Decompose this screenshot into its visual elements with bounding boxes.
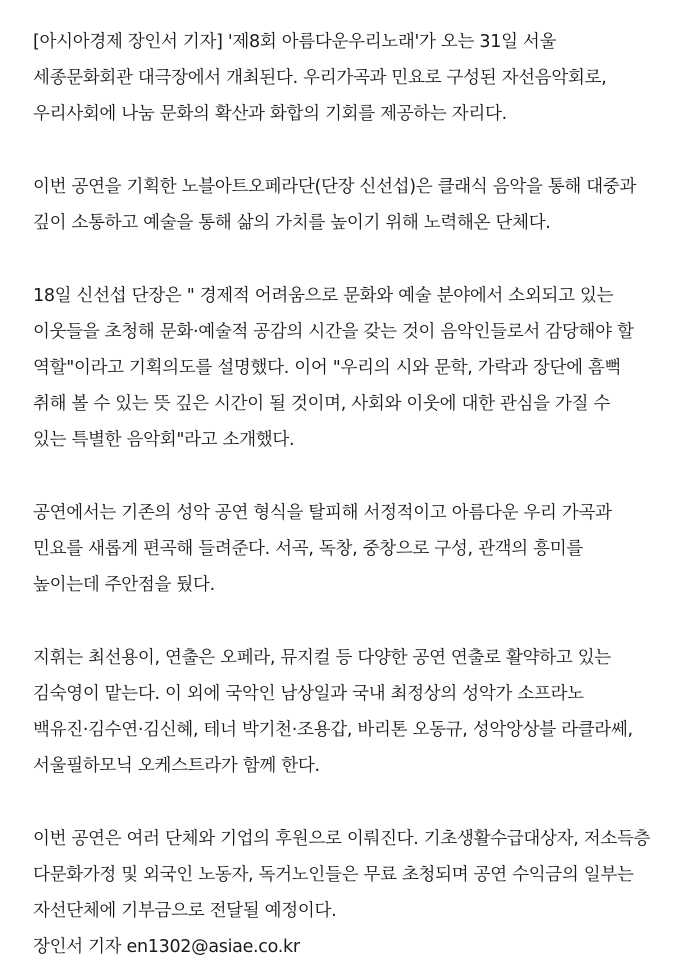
paragraph-3: [33, 282, 693, 462]
text-line: 우리사회에 나눔 문화의 확산과 화합의 기회를 제공하는 자리다.: [33, 104, 507, 124]
paragraph-gap: [33, 136, 693, 173]
text-line: 이웃들을 초청해 문화·예술적 공감의 시간을 갖는 것이 음악인들로서 감당해야 할: [33, 322, 634, 342]
paragraph-gap: [33, 788, 693, 825]
text-line: 세종문화회관 대극장에서 개최된다. 우리가곡과 민요로 구성된 자선음악회로,: [33, 68, 607, 88]
text-line: 백유진·김수연·김신혜, 테너 박기천·조용갑, 바리톤 오동규, 성악앙상블 라클라쎄,: [33, 720, 633, 740]
text-line: 이번 공연을 기획한 노블아트오페라단(단장 신선섭)은 클래식 음악을 통해 대중과: [33, 177, 637, 197]
paragraph-6: [33, 825, 693, 933]
text-line: 있는 특별한 음악회"라고 소개했다.: [33, 430, 295, 450]
text-line: [아시아경제 장인서 기자] '제8회 아름다운우리노래'가 오는 31일 서울: [33, 32, 557, 52]
text-line: 깊이 소통하고 예술을 통해 삶의 가치를 높이기 위해 노력해온 단체다.: [33, 213, 551, 233]
paragraph-gap: [33, 607, 693, 644]
text-line: 서울필하모닉 오케스트라가 함께 한다.: [33, 756, 320, 776]
text-line: 이번 공연은 여러 단체와 기업의 후원으로 이뤄진다. 기초생활수급대상자, 저소득층: [33, 829, 651, 849]
text-line: 공연에서는 기존의 성악 공연 형식을 탈피해 서정적이고 아름다운 우리 가곡과: [33, 503, 612, 523]
byline: 장인서 기자 en1302@asiae.co.kr: [33, 937, 300, 957]
text-line: 민요를 새롭게 편곡해 들려준다. 서곡, 독창, 중창으로 구성, 관객의 흥미를: [33, 539, 583, 559]
text-line: 취해 볼 수 있는 뜻 깊은 시간이 될 것이며, 사회와 이웃에 대한 관심을 가질 수: [33, 394, 611, 414]
text-line: 자선단체에 기부금으로 전달될 예정이다.: [33, 901, 337, 921]
paragraph-5: [33, 644, 693, 788]
text-line: 높이는데 주안점을 뒀다.: [33, 575, 215, 595]
paragraph-gap: [33, 462, 693, 499]
paragraph-2: [33, 173, 693, 245]
paragraph-gap: [33, 245, 693, 282]
paragraph-4: [33, 499, 693, 607]
text-line: 김숙영이 맡는다. 이 외에 국악인 남상일과 국내 최정상의 성악가 소프라노: [33, 684, 584, 704]
paragraph-1: [33, 28, 693, 136]
text-line: 역할"이라고 기획의도를 설명했다. 이어 "우리의 시와 문학, 가락과 장단에 흠뻑: [33, 358, 622, 378]
text-line: 다문화가정 및 외국인 노동자, 독거노인들은 무료 초청되며 공연 수익금의 일부는: [33, 865, 634, 885]
text-line: 지휘는 최선용이, 연출은 오페라, 뮤지컬 등 다양한 공연 연출로 활약하고 있는: [33, 648, 611, 668]
article-body: [33, 28, 693, 963]
text-line: 18일 신선섭 단장은 " 경제적 어려움으로 문화와 예술 분야에서 소외되고 있는: [33, 286, 614, 306]
